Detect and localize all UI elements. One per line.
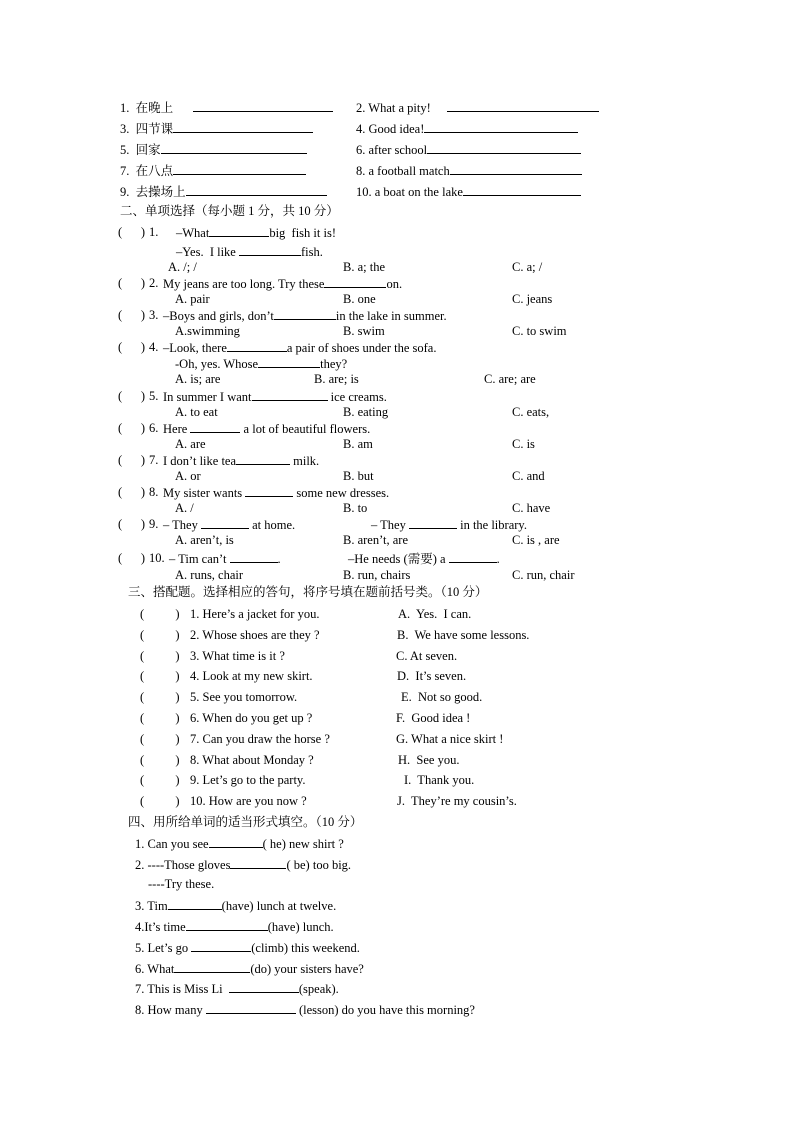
question-line: –What big fish it is! bbox=[176, 226, 336, 240]
option-a[interactable]: A. is; are bbox=[175, 372, 221, 386]
answer-paren[interactable]: ( ) bbox=[118, 421, 146, 435]
answer-paren[interactable]: ( ) bbox=[140, 732, 180, 746]
question-number: 3. bbox=[149, 308, 159, 322]
option-c[interactable]: C. is bbox=[512, 437, 535, 451]
option-c[interactable]: C. is , are bbox=[512, 533, 560, 547]
option-c[interactable]: C. a; / bbox=[512, 260, 543, 274]
match-answer: I. Thank you. bbox=[404, 773, 475, 787]
question-number: 4. bbox=[149, 340, 159, 354]
option-b[interactable]: B. a; the bbox=[343, 260, 386, 274]
s1-item-3: 3. 四节课 bbox=[120, 120, 313, 137]
question-number: 10. bbox=[149, 551, 165, 565]
answer-paren[interactable]: ( ) bbox=[140, 607, 180, 621]
answer-blank[interactable] bbox=[227, 339, 287, 352]
question-line: –Look, there a pair of shoes under the sofa. bbox=[163, 341, 437, 355]
option-b[interactable]: B. aren’t, are bbox=[343, 533, 409, 547]
answer-blank[interactable] bbox=[186, 918, 268, 931]
answer-blank[interactable] bbox=[245, 484, 293, 497]
answer-blank[interactable] bbox=[463, 183, 581, 196]
option-a[interactable]: A.swimming bbox=[175, 324, 240, 338]
option-b[interactable]: B. am bbox=[343, 437, 373, 451]
answer-blank[interactable] bbox=[409, 516, 457, 529]
question-line: – They in the library. bbox=[371, 518, 527, 532]
question-line: My jeans are too long. Try these on. bbox=[163, 277, 403, 291]
option-a[interactable]: A. pair bbox=[175, 292, 210, 306]
option-a[interactable]: A. runs, chair bbox=[175, 568, 244, 582]
answer-blank[interactable] bbox=[449, 550, 497, 563]
match-question: 6. When do you get up ? bbox=[190, 711, 313, 725]
answer-blank[interactable] bbox=[191, 939, 251, 952]
match-question: 4. Look at my new skirt. bbox=[190, 669, 313, 683]
answer-blank[interactable] bbox=[193, 99, 333, 112]
answer-blank[interactable] bbox=[447, 99, 599, 112]
question-number: 9. bbox=[149, 517, 159, 531]
question-line: –Boys and girls, don’t in the lake in summer. bbox=[163, 309, 447, 323]
fill-item: 2. ----Those gloves ( be) too big. bbox=[135, 858, 352, 872]
match-answer: H. See you. bbox=[398, 753, 460, 767]
option-c[interactable]: C. jeans bbox=[512, 292, 553, 306]
question-line: –Yes. I like fish. bbox=[176, 245, 323, 259]
s1-item-4: 4. Good idea! bbox=[356, 120, 578, 137]
s1-item-7: 7. 在八点 bbox=[120, 162, 306, 179]
fill-item: 1. Can you see ( he) new shirt ? bbox=[135, 837, 344, 851]
match-answer: C. At seven. bbox=[396, 649, 458, 663]
match-answer: J. They’re my cousin’s. bbox=[397, 794, 517, 808]
option-b[interactable]: B. eating bbox=[343, 405, 389, 419]
answer-paren[interactable]: ( ) bbox=[118, 453, 146, 467]
answer-blank[interactable] bbox=[206, 1001, 296, 1014]
answer-blank[interactable] bbox=[450, 162, 582, 175]
question-number: 1. bbox=[149, 225, 159, 239]
answer-paren[interactable]: ( ) bbox=[118, 225, 146, 239]
fill-item: 7. This is Miss Li (speak). bbox=[135, 982, 339, 996]
answer-paren[interactable]: ( ) bbox=[118, 485, 146, 499]
answer-blank[interactable] bbox=[236, 452, 290, 465]
s1-item-8: 8. a football match bbox=[356, 162, 582, 179]
match-question: 3. What time is it ? bbox=[190, 649, 285, 663]
answer-blank[interactable] bbox=[252, 388, 328, 401]
option-a[interactable]: A. /; / bbox=[168, 260, 197, 274]
option-b[interactable]: B. swim bbox=[343, 324, 385, 338]
answer-paren[interactable]: ( ) bbox=[140, 669, 180, 683]
answer-blank[interactable] bbox=[230, 856, 286, 869]
question-number: 7. bbox=[149, 453, 159, 467]
question-line: Here a lot of beautiful flowers. bbox=[163, 422, 371, 436]
option-c[interactable]: C. eats, bbox=[512, 405, 550, 419]
fill-item: 8. How many (lesson) do you have this morning? bbox=[135, 1003, 475, 1017]
answer-blank[interactable] bbox=[173, 162, 306, 175]
answer-blank[interactable] bbox=[229, 980, 299, 993]
answer-paren[interactable]: ( ) bbox=[118, 389, 146, 403]
answer-paren[interactable]: ( ) bbox=[140, 711, 180, 725]
option-b[interactable]: B. one bbox=[343, 292, 376, 306]
answer-blank[interactable] bbox=[239, 243, 301, 256]
match-answer: B. We have some lessons. bbox=[397, 628, 530, 642]
option-b[interactable]: B. run, chairs bbox=[343, 568, 411, 582]
answer-paren[interactable]: ( ) bbox=[118, 340, 146, 354]
answer-blank[interactable] bbox=[174, 960, 250, 973]
answer-paren[interactable]: ( ) bbox=[140, 628, 180, 642]
s1-item-2: 2. What a pity! bbox=[356, 99, 599, 116]
question-line: I don’t like tea milk. bbox=[163, 454, 320, 468]
answer-paren[interactable]: ( ) bbox=[118, 517, 146, 531]
option-a[interactable]: A. are bbox=[175, 437, 206, 451]
section3-heading: 三、搭配题。选择相应的答句，将序号填在题前括号类。（10 分） bbox=[128, 585, 488, 599]
question-line: – They at home. bbox=[163, 518, 296, 532]
question-line: –He needs (需要) a . bbox=[348, 552, 500, 566]
fill-item: 5. Let’s go (climb) this weekend. bbox=[135, 941, 360, 955]
match-answer: G. What a nice skirt ! bbox=[396, 732, 504, 746]
option-c[interactable]: C. have bbox=[512, 501, 551, 515]
question-line: – Tim can’t . bbox=[169, 552, 281, 566]
fill-item: 3. Tim (have) lunch at twelve. bbox=[135, 899, 337, 913]
option-a[interactable]: A. aren’t, is bbox=[175, 533, 234, 547]
answer-paren[interactable]: ( ) bbox=[118, 551, 146, 565]
match-question: 2. Whose shoes are they ? bbox=[190, 628, 320, 642]
option-a[interactable]: A. / bbox=[175, 501, 194, 515]
question-number: 6. bbox=[149, 421, 159, 435]
option-c[interactable]: C. run, chair bbox=[512, 568, 575, 582]
answer-paren[interactable]: ( ) bbox=[118, 308, 146, 322]
fill-item: 4.It’s time (have) lunch. bbox=[135, 920, 334, 934]
answer-blank[interactable] bbox=[427, 141, 581, 154]
answer-paren[interactable]: ( ) bbox=[140, 753, 180, 767]
fill-item: ----Try these. bbox=[148, 877, 215, 891]
answer-blank[interactable] bbox=[424, 120, 578, 133]
match-question: 10. How are you now ? bbox=[190, 794, 307, 808]
answer-blank[interactable] bbox=[186, 183, 327, 196]
answer-blank[interactable] bbox=[209, 224, 269, 237]
s1-item-1: 1. 在晚上 bbox=[120, 99, 333, 116]
answer-blank[interactable] bbox=[173, 120, 313, 133]
s1-item-10: 10. a boat on the lake bbox=[356, 183, 581, 200]
match-question: 5. See you tomorrow. bbox=[190, 690, 298, 704]
match-answer: E. Not so good. bbox=[401, 690, 483, 704]
question-number: 8. bbox=[149, 485, 159, 499]
option-b[interactable]: B. to bbox=[343, 501, 368, 515]
answer-blank[interactable] bbox=[258, 355, 320, 368]
option-c[interactable]: C. to swim bbox=[512, 324, 567, 338]
section2-heading: 二、单项选择（每小题 1 分，共 10 分） bbox=[120, 204, 339, 218]
answer-paren[interactable]: ( ) bbox=[118, 276, 146, 290]
option-c[interactable]: C. are; are bbox=[484, 372, 536, 386]
question-number: 5. bbox=[149, 389, 159, 403]
option-b[interactable]: B. but bbox=[343, 469, 374, 483]
match-question: 9. Let’s go to the party. bbox=[190, 773, 306, 787]
match-answer: D. It’s seven. bbox=[397, 669, 467, 683]
question-line: -Oh, yes. Whose they? bbox=[175, 357, 348, 371]
match-question: 7. Can you draw the horse ? bbox=[190, 732, 330, 746]
question-line: In summer I want ice creams. bbox=[163, 390, 387, 404]
answer-blank[interactable] bbox=[201, 516, 249, 529]
option-b[interactable]: B. are; is bbox=[314, 372, 359, 386]
answer-paren[interactable]: ( ) bbox=[140, 649, 180, 663]
question-line: My sister wants some new dresses. bbox=[163, 486, 390, 500]
answer-paren[interactable]: ( ) bbox=[140, 690, 180, 704]
s1-item-9: 9. 去操场上 bbox=[120, 183, 327, 200]
answer-blank[interactable] bbox=[190, 420, 240, 433]
answer-blank[interactable] bbox=[209, 835, 263, 848]
match-question: 8. What about Monday ? bbox=[190, 753, 314, 767]
answer-blank[interactable] bbox=[324, 275, 386, 288]
section4-heading: 四、用所给单词的适当形式填空。（10 分） bbox=[128, 815, 363, 829]
s1-item-6: 6. after school bbox=[356, 141, 581, 158]
answer-blank[interactable] bbox=[230, 550, 278, 563]
fill-item: 6. What (do) your sisters have? bbox=[135, 962, 364, 976]
answer-blank[interactable] bbox=[274, 307, 336, 320]
option-a[interactable]: A. to eat bbox=[175, 405, 218, 419]
match-question: 1. Here’s a jacket for you. bbox=[190, 607, 320, 621]
answer-paren[interactable]: ( ) bbox=[140, 773, 180, 787]
answer-blank[interactable] bbox=[161, 141, 307, 154]
match-answer: A. Yes. I can. bbox=[398, 607, 472, 621]
s1-item-5: 5. 回家 bbox=[120, 141, 307, 158]
option-c[interactable]: C. and bbox=[512, 469, 545, 483]
option-a[interactable]: A. or bbox=[175, 469, 201, 483]
question-number: 2. bbox=[149, 276, 159, 290]
answer-paren[interactable]: ( ) bbox=[140, 794, 180, 808]
match-answer: F. Good idea ! bbox=[396, 711, 471, 725]
answer-blank[interactable] bbox=[168, 897, 222, 910]
